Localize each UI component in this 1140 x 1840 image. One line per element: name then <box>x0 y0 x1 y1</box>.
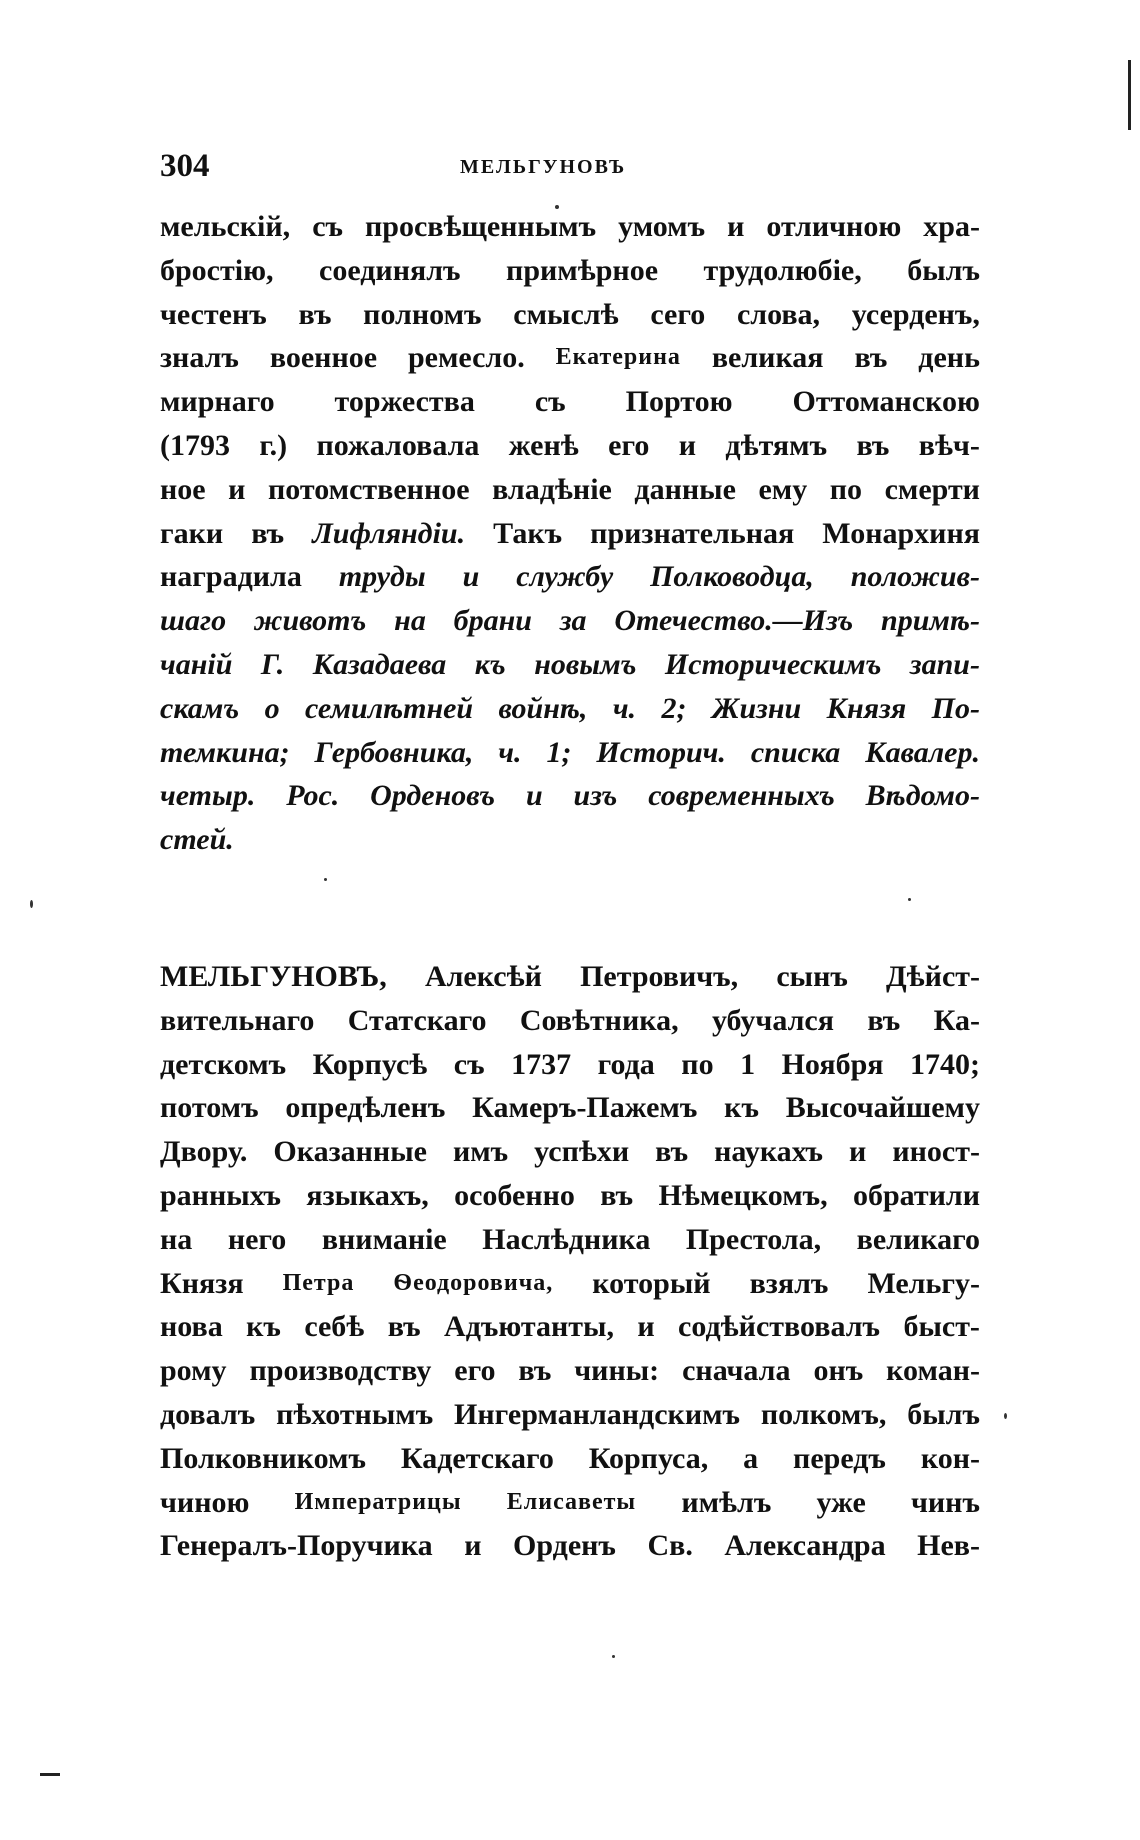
word: зналъ <box>160 341 239 375</box>
running-title: МЕЛЬГУНОВЪ <box>460 156 627 178</box>
word: полкомъ, <box>760 1397 887 1431</box>
word: Портою <box>625 385 733 419</box>
word: онъ <box>813 1354 864 1388</box>
word: животъ <box>253 604 367 638</box>
scan-edge-line <box>1128 60 1131 130</box>
word: взялъ <box>749 1266 829 1300</box>
text-line <box>160 774 980 818</box>
word: чины: <box>574 1354 660 1388</box>
text-line <box>160 999 980 1043</box>
word: его <box>454 1354 496 1388</box>
word: Мельгу- <box>867 1266 980 1300</box>
scan-speck <box>555 205 559 209</box>
word: къ <box>724 1091 759 1125</box>
word: него <box>227 1222 287 1256</box>
word: Монархиня <box>822 516 980 550</box>
word: Ка- <box>933 1003 980 1037</box>
word: полномъ <box>363 297 482 331</box>
word: Св. <box>647 1529 693 1563</box>
scan-speck <box>324 878 327 881</box>
word: Наслѣдника <box>482 1222 651 1256</box>
word: МЕЛЬГУНОВЪ, <box>160 960 387 993</box>
word: стей. <box>160 823 234 857</box>
word: въ <box>600 1178 634 1212</box>
word: Ингерманландскимъ <box>454 1397 741 1431</box>
word: сего <box>650 297 706 331</box>
word: ранныхъ <box>160 1178 282 1212</box>
word: великая <box>711 341 824 375</box>
word: чинъ <box>910 1485 980 1519</box>
word: Статскаго <box>347 1003 487 1037</box>
text-line <box>160 599 980 643</box>
word: Князя <box>826 691 907 725</box>
word: вѣч- <box>918 428 980 462</box>
text-line <box>160 424 980 468</box>
text-line <box>160 955 980 999</box>
word: Петровичъ, <box>580 960 739 993</box>
word: 2; <box>661 691 687 725</box>
word: Отечество.—Изъ <box>614 604 854 638</box>
word: и <box>464 1529 482 1563</box>
word: Высочайшему <box>785 1091 980 1125</box>
word: Ѳеодоровича, <box>393 1269 554 1296</box>
word: войнѣ, <box>498 691 588 725</box>
word: честенъ <box>160 297 267 331</box>
word: Нев- <box>917 1529 980 1563</box>
word: списка <box>750 735 841 769</box>
word: Кадетскаго <box>400 1441 554 1475</box>
word: признательная <box>590 516 795 550</box>
text-line <box>160 1218 980 1262</box>
text-line <box>160 555 980 599</box>
word: труды <box>338 560 426 594</box>
word: торжества <box>334 385 475 419</box>
text-line <box>160 731 980 775</box>
word: о <box>264 691 280 725</box>
word: примѣ- <box>881 604 980 638</box>
word: Адъютанты, <box>444 1310 614 1344</box>
word: къ <box>474 647 506 681</box>
text-line <box>160 1349 980 1393</box>
word: Историческимъ <box>664 647 882 681</box>
word: Камеръ-Пажемъ <box>472 1091 698 1125</box>
word: Лифляндіи. <box>312 516 466 550</box>
text-line <box>160 249 980 293</box>
word: а <box>743 1441 759 1475</box>
word: Императрицы <box>294 1488 462 1515</box>
word: По- <box>931 691 980 725</box>
word: за <box>559 604 587 638</box>
scan-speck <box>612 1655 615 1658</box>
word: Корпусѣ <box>312 1047 428 1081</box>
word: Петра <box>282 1269 355 1296</box>
word: день <box>918 341 980 375</box>
word: скамъ <box>160 691 240 725</box>
word: Полководца, <box>650 560 814 594</box>
word: потомъ <box>160 1091 259 1125</box>
word: Гербовника, <box>314 735 474 769</box>
word: Престола, <box>685 1222 822 1256</box>
word: женѣ <box>508 428 579 462</box>
word: наукахъ <box>714 1135 824 1169</box>
word: вниманіе <box>321 1222 447 1256</box>
word: смыслѣ <box>513 297 619 331</box>
word: смерти <box>884 472 980 506</box>
text-line <box>160 1130 980 1174</box>
word: Вѣдомо- <box>865 779 980 813</box>
word: Ноября <box>781 1047 884 1081</box>
word: примѣрное <box>506 253 659 287</box>
word: мельскій, <box>160 210 291 243</box>
word: коман- <box>886 1354 980 1388</box>
word: Рос. <box>286 779 340 813</box>
word: шаго <box>160 604 227 638</box>
word: въ <box>251 516 285 550</box>
word: обратили <box>852 1178 980 1212</box>
text-line <box>160 1043 980 1087</box>
word: года <box>597 1047 655 1081</box>
word: ч. <box>498 735 522 769</box>
word: службу <box>516 560 614 594</box>
word: производству <box>249 1354 432 1388</box>
word: Алексѣй <box>424 960 542 993</box>
scan-speck <box>30 900 33 908</box>
text-line <box>160 380 980 424</box>
word: семилѣтней <box>304 691 474 725</box>
word: сынъ <box>776 960 848 993</box>
word: съ <box>534 385 566 419</box>
word: Князя <box>160 1266 244 1300</box>
word: современныхъ <box>648 779 835 813</box>
page-header <box>160 148 980 188</box>
word: быст- <box>903 1310 980 1344</box>
word: дѣтямъ <box>725 428 828 462</box>
word: и <box>637 1310 655 1344</box>
word: чиною <box>160 1485 250 1519</box>
text-line <box>160 1437 980 1481</box>
word: сначала <box>682 1354 791 1388</box>
text-line <box>160 205 980 249</box>
word: военное <box>269 341 378 375</box>
text-line <box>160 468 980 512</box>
page-number: 304 <box>160 148 210 184</box>
word: ч. <box>612 691 637 725</box>
word: Елисаветы <box>506 1488 637 1515</box>
text-line <box>160 643 980 687</box>
word: въ <box>655 1135 689 1169</box>
word: довалъ <box>160 1397 256 1431</box>
text-line <box>160 1524 980 1568</box>
word: мирнаго <box>160 385 275 419</box>
text-line <box>160 293 980 337</box>
word: въ <box>856 428 890 462</box>
word: усерденъ, <box>851 297 980 331</box>
word: Жизни <box>711 691 802 725</box>
word: себѣ <box>304 1310 365 1344</box>
word: г.) <box>259 428 288 462</box>
word: вительнаго <box>160 1003 315 1037</box>
word: на <box>394 604 426 638</box>
text-line <box>160 687 980 731</box>
word: 1737 <box>511 1047 572 1081</box>
text-line <box>160 1481 980 1525</box>
word: Нѣмецкомъ, <box>658 1178 828 1212</box>
word: въ <box>518 1354 552 1388</box>
word: Оттоманскою <box>792 385 980 419</box>
word: его <box>608 428 650 462</box>
word: ему <box>758 472 808 506</box>
word: опредѣленъ <box>285 1091 446 1125</box>
text-line <box>160 1262 980 1306</box>
word: къ <box>246 1310 281 1344</box>
word: бростію, <box>160 253 274 287</box>
word: детскомъ <box>160 1047 287 1081</box>
word: трудолюбіе, <box>703 253 862 287</box>
text-line <box>160 818 980 862</box>
word: уже <box>816 1485 866 1519</box>
word: темкина; <box>160 735 290 769</box>
word: просвѣщеннымъ <box>365 210 597 243</box>
text-line <box>160 1086 980 1130</box>
word: и <box>462 560 480 594</box>
word: и <box>228 472 246 506</box>
word: умомъ <box>618 210 706 243</box>
word: въ <box>854 341 888 375</box>
word: въ <box>387 1310 421 1344</box>
word: по <box>681 1047 714 1081</box>
word: особенно <box>454 1178 575 1212</box>
word: пѣхотнымъ <box>276 1397 434 1431</box>
word: потомственное <box>268 472 470 506</box>
word: положив- <box>850 560 980 594</box>
word: Кавалер. <box>865 735 980 769</box>
word: Генералъ-Поручика <box>160 1529 433 1563</box>
word: рому <box>160 1354 227 1388</box>
word: наградила <box>160 560 302 594</box>
word: Александра <box>724 1529 886 1563</box>
word: 1 <box>740 1047 756 1081</box>
word: который <box>592 1266 711 1300</box>
word: гаки <box>160 516 224 550</box>
word: языкахъ, <box>306 1178 429 1212</box>
word: пожаловала <box>316 428 480 462</box>
word: ремесло. <box>407 341 525 375</box>
word: Казадаева <box>312 647 447 681</box>
scan-speck <box>908 898 911 901</box>
text-line <box>160 1393 980 1437</box>
word: съ <box>453 1047 485 1081</box>
word: четыр. <box>160 779 256 813</box>
word: Г. <box>260 647 285 681</box>
word: отличною <box>766 210 902 243</box>
word: и <box>849 1135 867 1169</box>
word: Орденъ <box>513 1529 616 1563</box>
word: Такъ <box>493 516 563 550</box>
word: съ <box>312 210 343 243</box>
word: и <box>727 210 745 243</box>
word: имѣлъ <box>681 1485 772 1519</box>
word: Двору. <box>160 1135 248 1169</box>
word: былъ <box>907 253 980 287</box>
word: Совѣтника, <box>519 1003 679 1037</box>
word: и <box>525 779 543 813</box>
scan-speck <box>1004 1413 1007 1419</box>
word: владѣніе <box>492 472 612 506</box>
word: успѣхи <box>534 1135 630 1169</box>
text-line <box>160 1174 980 1218</box>
word: хра- <box>923 210 980 243</box>
word: слова, <box>736 297 821 331</box>
word: Оказанные <box>273 1135 427 1169</box>
word: соединялъ <box>319 253 461 287</box>
word: ное <box>160 472 206 506</box>
word: Орденовъ <box>370 779 496 813</box>
word: новымъ <box>534 647 637 681</box>
word: данные <box>634 472 736 506</box>
word: Полковникомъ <box>160 1441 366 1475</box>
word: 1740; <box>910 1047 980 1081</box>
word: Историч. <box>596 735 726 769</box>
word: на <box>160 1222 193 1256</box>
word: и <box>678 428 697 462</box>
word: убучался <box>711 1003 834 1037</box>
word: Дѣйст- <box>886 960 980 993</box>
paragraph-continuation <box>160 205 980 862</box>
word: Корпуса, <box>588 1441 709 1475</box>
word: (1793 <box>160 428 230 462</box>
word: великаго <box>856 1222 980 1256</box>
word: содѣйствовалъ <box>678 1310 881 1344</box>
word: Екатерина <box>555 344 681 371</box>
text-line <box>160 1305 980 1349</box>
word: былъ <box>907 1397 980 1431</box>
word: изъ <box>573 779 618 813</box>
word: въ <box>867 1003 901 1037</box>
word: кон- <box>920 1441 980 1475</box>
word: брани <box>453 604 532 638</box>
paragraph-melgunov-entry <box>160 955 980 1568</box>
word: передъ <box>793 1441 886 1475</box>
word: въ <box>298 297 332 331</box>
word: по <box>829 472 863 506</box>
word: нова <box>160 1310 223 1344</box>
word: чаній <box>160 647 233 681</box>
word: 1; <box>546 735 572 769</box>
word: имъ <box>452 1135 509 1169</box>
scan-edge-dash <box>40 1773 60 1776</box>
text-line <box>160 336 980 380</box>
text-line <box>160 512 980 556</box>
word: иност- <box>892 1135 980 1169</box>
word: запи- <box>909 647 980 681</box>
